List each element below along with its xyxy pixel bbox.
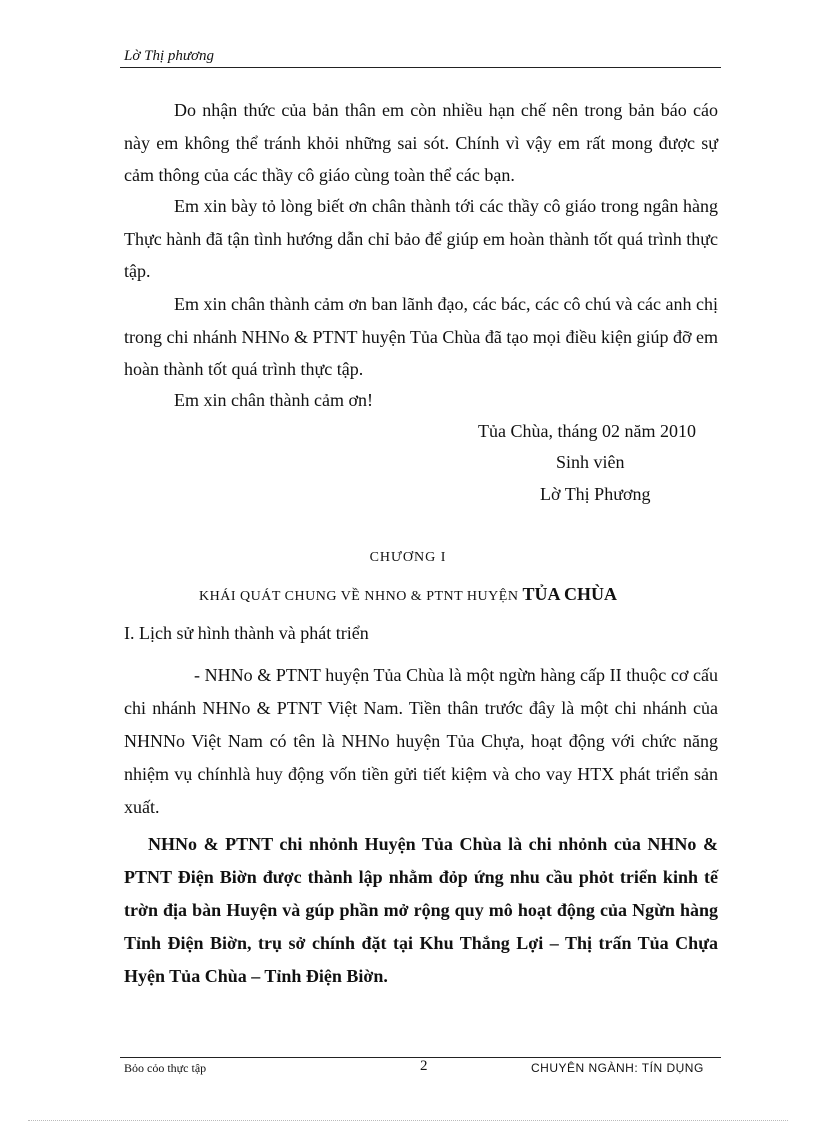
chapter-title-emphasis: TỦA CHÙA — [522, 584, 617, 604]
intro-paragraph-4: Em xin chân thành cảm ơn! — [174, 390, 373, 410]
intro-paragraph-2: Em xin bày tỏ lòng biết ơn chân thành tới các thầy cô giáo trong ngân hàng Thực hành đã tận tình hướng dẫn chỉ bảo để giúp em hoàn thành tốt quá trình thực tập. — [124, 196, 718, 281]
header-author: Lờ Thị phương — [124, 48, 215, 64]
page-number: 2 — [420, 1058, 428, 1074]
chapter-title — [0, 584, 816, 605]
page-edge-dots — [28, 1120, 788, 1121]
bold-paragraph: NHNo & PTNT chi nhỏnh Huyện Tủa Chùa là chi nhỏnh của NHNo & PTNT Điện Biờn được thành lập nhằm đỏp ứng nhu cầu phỏt triển kinh tế trờn địa bàn Huyện và gúp phần mở rộng quy mô hoạt động của Ngừn hàng Tỉnh Điện Biờn, trụ sở chính đặt tại Khu Thắng Lợi – Thị trấn Tủa Chựa Hyện Tủa Chùa – Tỉnh Điện Biờn. — [124, 834, 718, 986]
chapter-number: CHƯƠNG I — [369, 550, 447, 565]
chapter-title-prefix: KHÁI QUÁT CHUNG VỀ NHNO & PTNT HUYỆN — [199, 589, 519, 604]
intro-paragraph-3: Em xin chân thành cảm ơn ban lãnh đạo, các bác, các cô chú và các anh chị trong chi nhánh NHNo & PTNT huyện Tủa Chùa đã tạo mọi điều kiện giúp đỡ em hoàn thành tốt quá trình thực tập. — [124, 294, 718, 379]
signature-name: Lờ Thị Phương — [540, 484, 651, 504]
signature-place-date: Tủa Chùa, tháng 02 năm 2010 — [478, 421, 696, 441]
header-rule — [120, 67, 721, 68]
intro-paragraph-1: Do nhận thức của bản thân em còn nhiều hạn chế nên trong bản báo cáo này em không thể tránh khỏi những sai sót. Chính vì vậy em rất mong được sự cảm thông của các thầy cô giáo cùng toàn thể các bạn. — [124, 100, 718, 185]
footer-left: Bỏo cỏo thực tập — [124, 1061, 207, 1075]
section-heading: I. Lịch sử hình thành và phát triển — [124, 623, 369, 643]
body-paragraph: - NHNo & PTNT huyện Tủa Chùa là một ngừn hàng cấp II thuộc cơ cấu chi nhánh NHNo & PTNT Việt Nam. Tiền thân trước đây là một chi nhánh của NHNNo Việt Nam có tên là NHNo huyện Tủa Chựa, hoạt động với chức năng nhiệm vụ chínhlà huy động vốn tiền gửi tiết kiệm và cho vay HTX phát triển sản xuất. — [124, 665, 718, 817]
signature-role: Sinh viên — [556, 452, 625, 472]
footer-right: CHUYÊN NGÀNH: TÍN DỤNG — [531, 1061, 704, 1075]
